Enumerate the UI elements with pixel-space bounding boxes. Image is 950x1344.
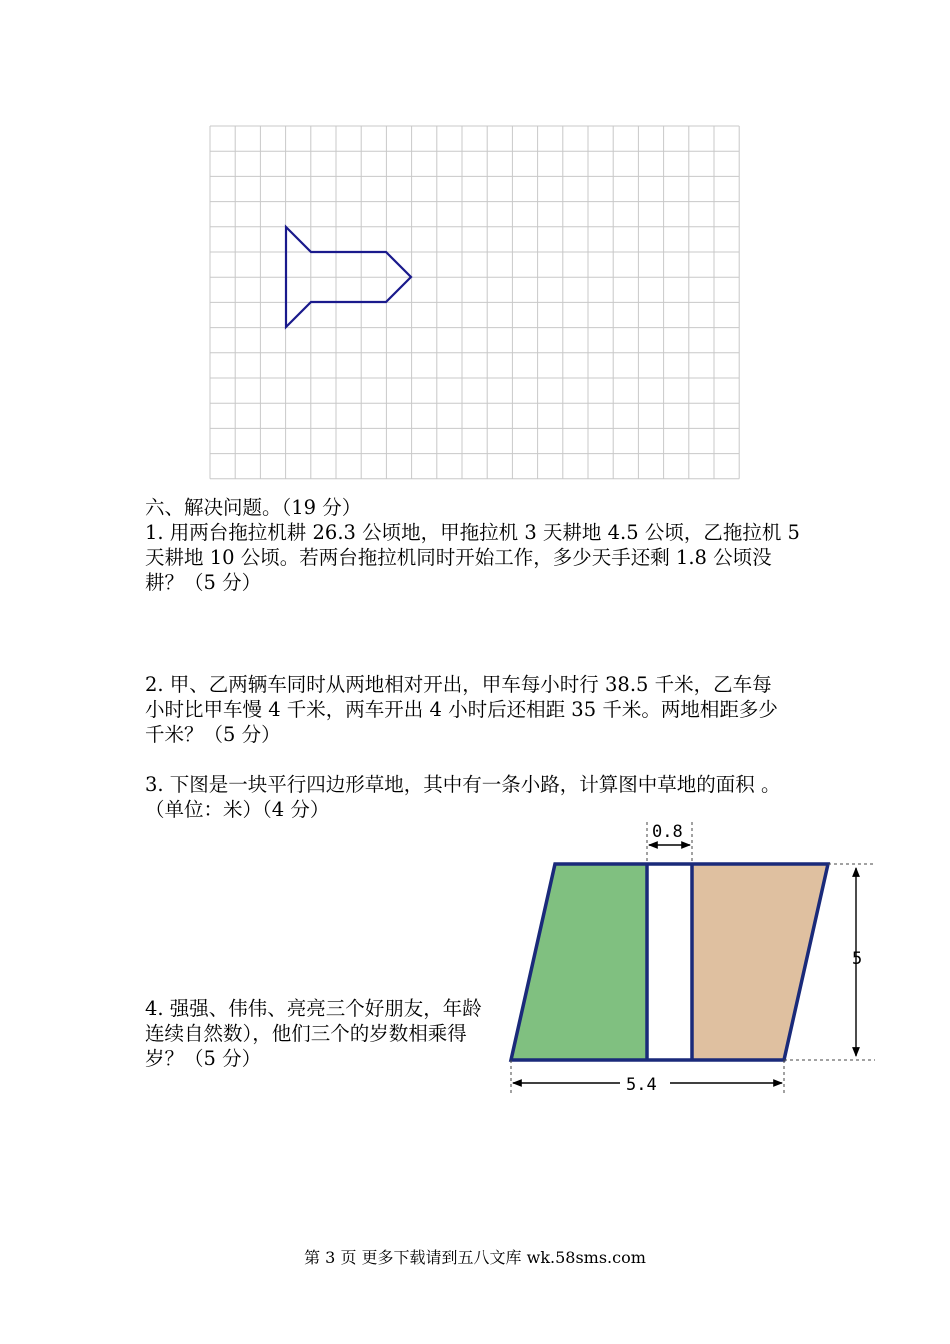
question-1-line-3: 耕？（5 分） — [145, 571, 262, 594]
question-2-line-1: 2. 甲、乙两辆车同时从两地相对开出，甲车每小时行 38.5 千米，乙车每 — [145, 673, 772, 696]
question-1-line-2: 天耕地 10 公顷。若两台拖拉机同时开始工作，多少天手还剩 1.8 公顷没 — [145, 546, 772, 569]
base-label: 5.4 — [626, 1075, 657, 1095]
question-3-line-2: （单位：米）（4 分） — [145, 798, 330, 821]
question-2-line-2: 小时比甲车慢 4 千米，两车开出 4 小时后还相距 35 千米。两地相距多少 — [145, 698, 778, 721]
question-4-line-2: 连续自然数），他们三个的岁数相乘得 — [145, 1022, 467, 1045]
road — [647, 864, 692, 1060]
road-width-label: 0.8 — [652, 822, 683, 842]
page-footer — [0, 1245, 950, 1268]
footer-text: 第 3 页 更多下载请到五八文库 wk.58sms.com — [304, 1248, 646, 1267]
section-heading-text: 六、解决问题。（19 分） — [145, 496, 362, 519]
height-label: 5 — [852, 949, 863, 969]
question-2-line-3: 千米？（5 分） — [145, 723, 281, 746]
question-4-line-3: 岁？（5 分） — [145, 1047, 262, 1070]
question-3-line-1: 3. 下图是一块平行四边形草地，其中有一条小路，计算图中草地的面积 。 — [145, 773, 781, 796]
question-4-line-1: 4. 强强、伟伟、亮亮三个好朋友，年龄 — [145, 997, 482, 1020]
question-1-line-1: 1. 用两台拖拉机耕 26.3 公顷地，甲拖拉机 3 天耕地 4.5 公顷，乙拖拉机 5 — [145, 521, 800, 544]
